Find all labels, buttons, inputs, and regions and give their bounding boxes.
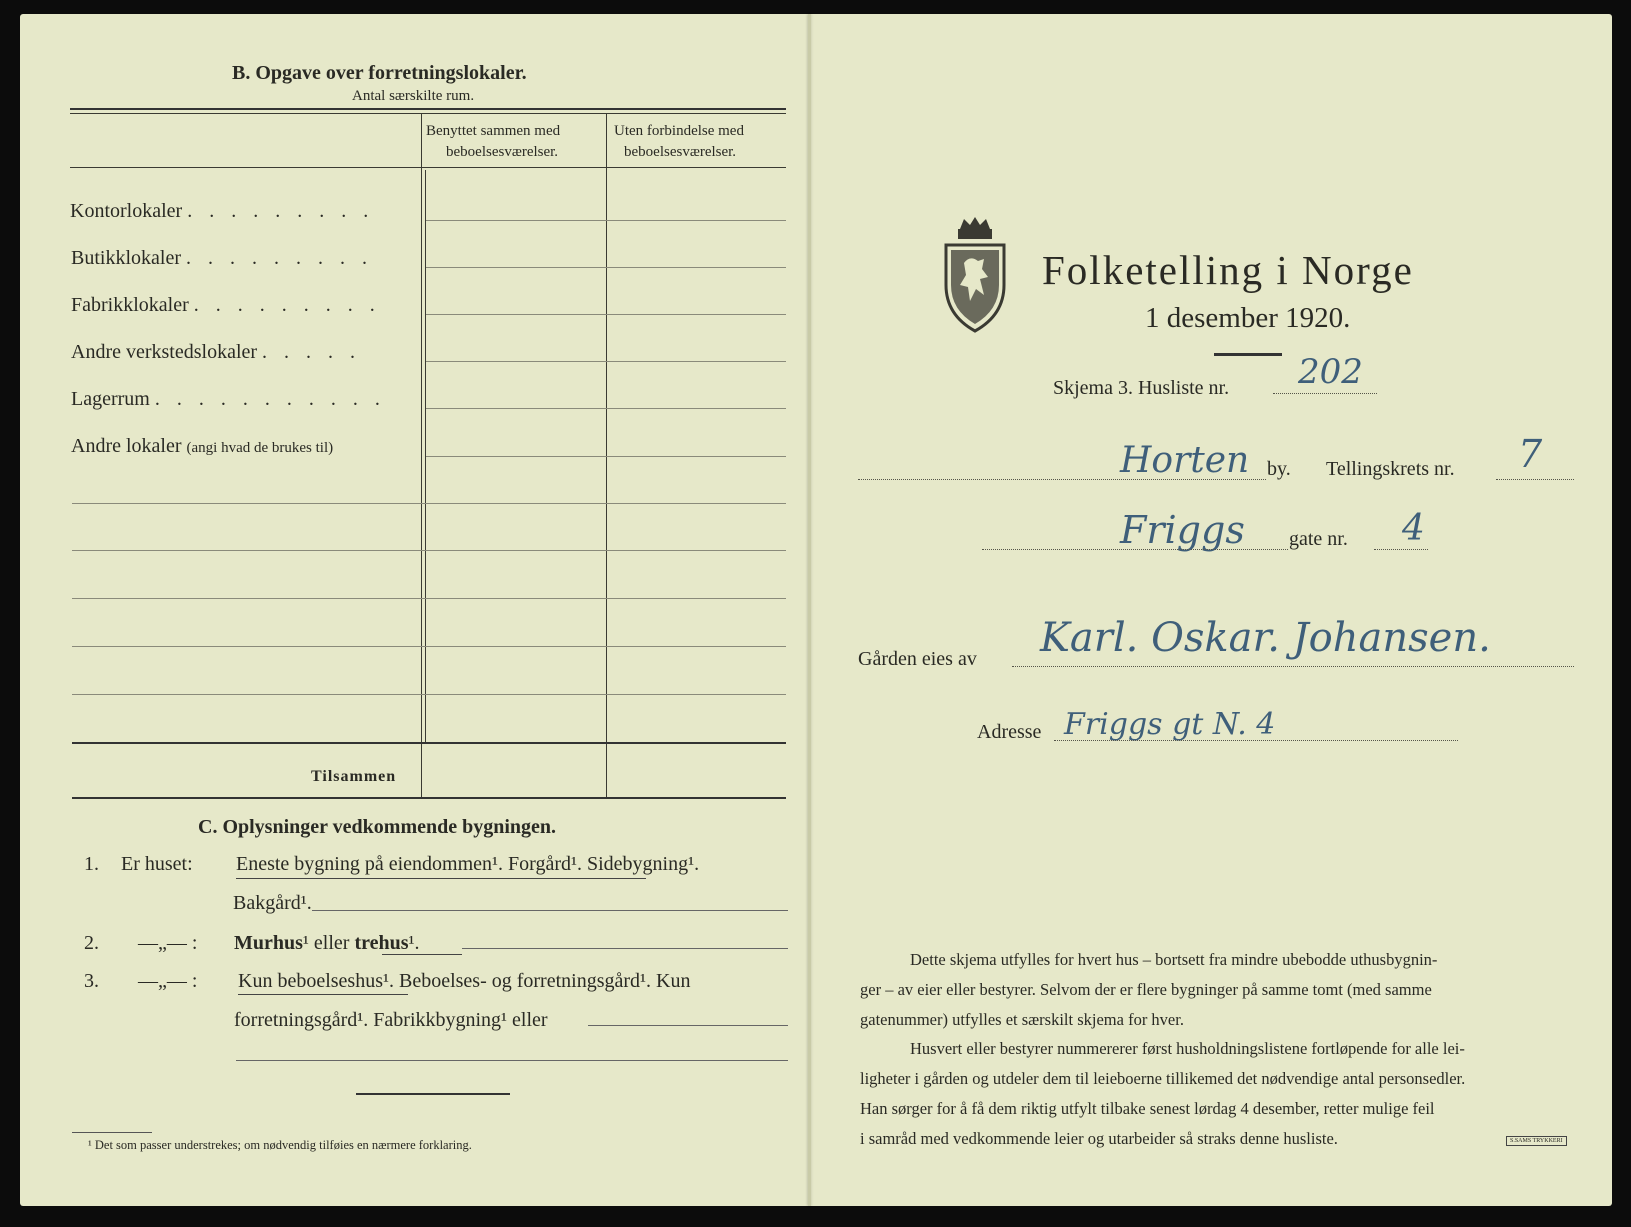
page-fold — [808, 14, 811, 1206]
table-top-rule — [70, 108, 786, 110]
skjema-label: Skjema 3. Husliste nr. — [1053, 377, 1230, 399]
q3-prefix: —„— : — [138, 970, 198, 992]
col1-header-line1: Benyttet sammen med — [426, 123, 561, 139]
q1-prefix: Er huset: — [121, 853, 193, 875]
census-date: 1 desember 1920. — [1145, 302, 1351, 334]
instruction-line-1: Dette skjema utfylles for hvert hus – bortsett fra mindre ubebodde uthusbygnin- — [910, 950, 1438, 969]
row-rule — [426, 408, 786, 409]
footnote-rule — [72, 1132, 152, 1133]
col1-header-line2: beboelsesværelser. — [446, 144, 559, 160]
total-label: Tilsammen — [311, 768, 397, 785]
q3-number: 3. — [84, 970, 99, 992]
row-label-fabrikk: Fabrikklokaler . . . . . . . . . — [71, 294, 381, 316]
total-rule — [72, 742, 786, 744]
row-rule — [72, 646, 786, 647]
table-bottom-rule — [72, 797, 786, 799]
row-rule — [72, 598, 786, 599]
col2-header-line1: Uten forbindelse med — [614, 123, 744, 139]
q1-options: Eneste bygning på eiendommen¹. Forgård¹. Sidebygning¹. — [236, 853, 700, 875]
row-label-andre: Andre lokaler (angi hvad de brukes til) — [71, 435, 334, 457]
instruction-line-3: gatenummer) utfylles et særskilt skjema for hver. — [860, 1010, 1184, 1029]
row-rule — [72, 503, 786, 504]
q2-options: Murhus¹ eller trehus¹. — [234, 932, 420, 954]
section-end-rule — [356, 1093, 510, 1095]
instruction-line-4: Husvert eller bestyrer nummererer først husholdningslistene fortløpende for alle lei- — [910, 1039, 1465, 1058]
row-rule — [426, 220, 786, 221]
section-c-title: C. Oplysninger vedkommende bygningen. — [198, 816, 557, 838]
q3-options: Kun beboelseshus¹. Beboelses- og forretningsgård¹. Kun — [238, 970, 691, 992]
instruction-line-6: Han sørger for å få dem riktig utfylt tilbake senest lørdag 4 desember, retter mulige feil — [860, 1099, 1435, 1118]
husliste-number: 202 — [1298, 352, 1363, 392]
eier-value: Karl. Oskar. Johansen. — [1040, 615, 1491, 661]
krets-label: Tellingskrets nr. — [1326, 458, 1455, 480]
row-rule — [426, 267, 786, 268]
by-label: by. — [1267, 458, 1291, 480]
by-line — [858, 479, 1266, 480]
row-rule — [426, 456, 786, 457]
q1-fill-line — [312, 910, 788, 911]
q1-number: 1. — [84, 853, 99, 875]
adresse-line — [1054, 740, 1458, 741]
row-rule — [426, 314, 786, 315]
q1-options-cont: Bakgård¹. — [233, 892, 312, 914]
row-rule — [426, 361, 786, 362]
instruction-line-7: i samråd med vedkommende leier og utarbeider så straks denne husliste. — [860, 1129, 1338, 1148]
col2-header-line2: beboelsesværelser. — [624, 144, 737, 160]
krets-number: 7 — [1518, 432, 1543, 476]
q2-prefix: —„— : — [138, 932, 198, 954]
instruction-line-5: ligheter i gården og utdeler dem til leieboerne tillikemed det nødvendige antal personsedler. — [860, 1069, 1466, 1088]
q1-underline — [236, 878, 646, 879]
eier-line — [1012, 666, 1574, 667]
row-label-butikk: Butikklokaler . . . . . . . . . — [71, 247, 373, 269]
instruction-line-2: ger – av eier eller bestyrer. Selvom der er flere bygninger på samme tomt (med samme — [860, 980, 1432, 999]
adresse-label: Adresse — [977, 721, 1042, 743]
q3-fill-line — [588, 1025, 788, 1026]
adresse-value: Friggs gt N. 4 — [1064, 707, 1276, 742]
header-bottom-rule — [70, 167, 786, 168]
husliste-line — [1273, 393, 1377, 394]
footnote: ¹ Det som passer understrekes; om nødvendig tilføies en nærmere forklaring. — [88, 1138, 472, 1152]
coat-of-arms-icon — [940, 215, 1010, 335]
section-b-title: B. Opgave over forretningslokaler. — [232, 62, 527, 84]
row-label-lager: Lagerrum . . . . . . . . . . . — [71, 388, 386, 410]
row-label-kontor: Kontorlokaler . . . . . . . . . — [70, 200, 375, 222]
q3-options-cont: forretningsgård¹. Fabrikkbygning¹ eller — [234, 1009, 548, 1031]
by-value: Horten — [1120, 440, 1250, 481]
q3-underline — [238, 994, 408, 995]
gate-number: 4 — [1402, 508, 1425, 549]
gate-value: Friggs — [1120, 508, 1245, 552]
gate-line — [982, 549, 1288, 550]
form-title: Folketelling i Norge — [1042, 247, 1414, 293]
q2-underline — [382, 954, 462, 955]
q3-fill-line-2 — [236, 1060, 788, 1061]
row-rule — [72, 694, 786, 695]
gate-label: gate nr. — [1289, 528, 1348, 550]
row-label-verksted: Andre verkstedslokaler . . . . . — [71, 341, 362, 363]
krets-line — [1496, 479, 1574, 480]
table-top-rule-2 — [70, 113, 786, 114]
q2-number: 2. — [84, 932, 99, 954]
eier-label: Gården eies av — [858, 648, 977, 670]
printer-stamp: S.SAMS TRYKKERI — [1506, 1136, 1567, 1146]
gate-nr-line — [1374, 549, 1428, 550]
row-rule — [72, 550, 786, 551]
title-rule — [1214, 353, 1282, 356]
section-b-subtitle: Antal særskilte rum. — [352, 88, 475, 104]
q2-fill-line — [462, 948, 788, 949]
